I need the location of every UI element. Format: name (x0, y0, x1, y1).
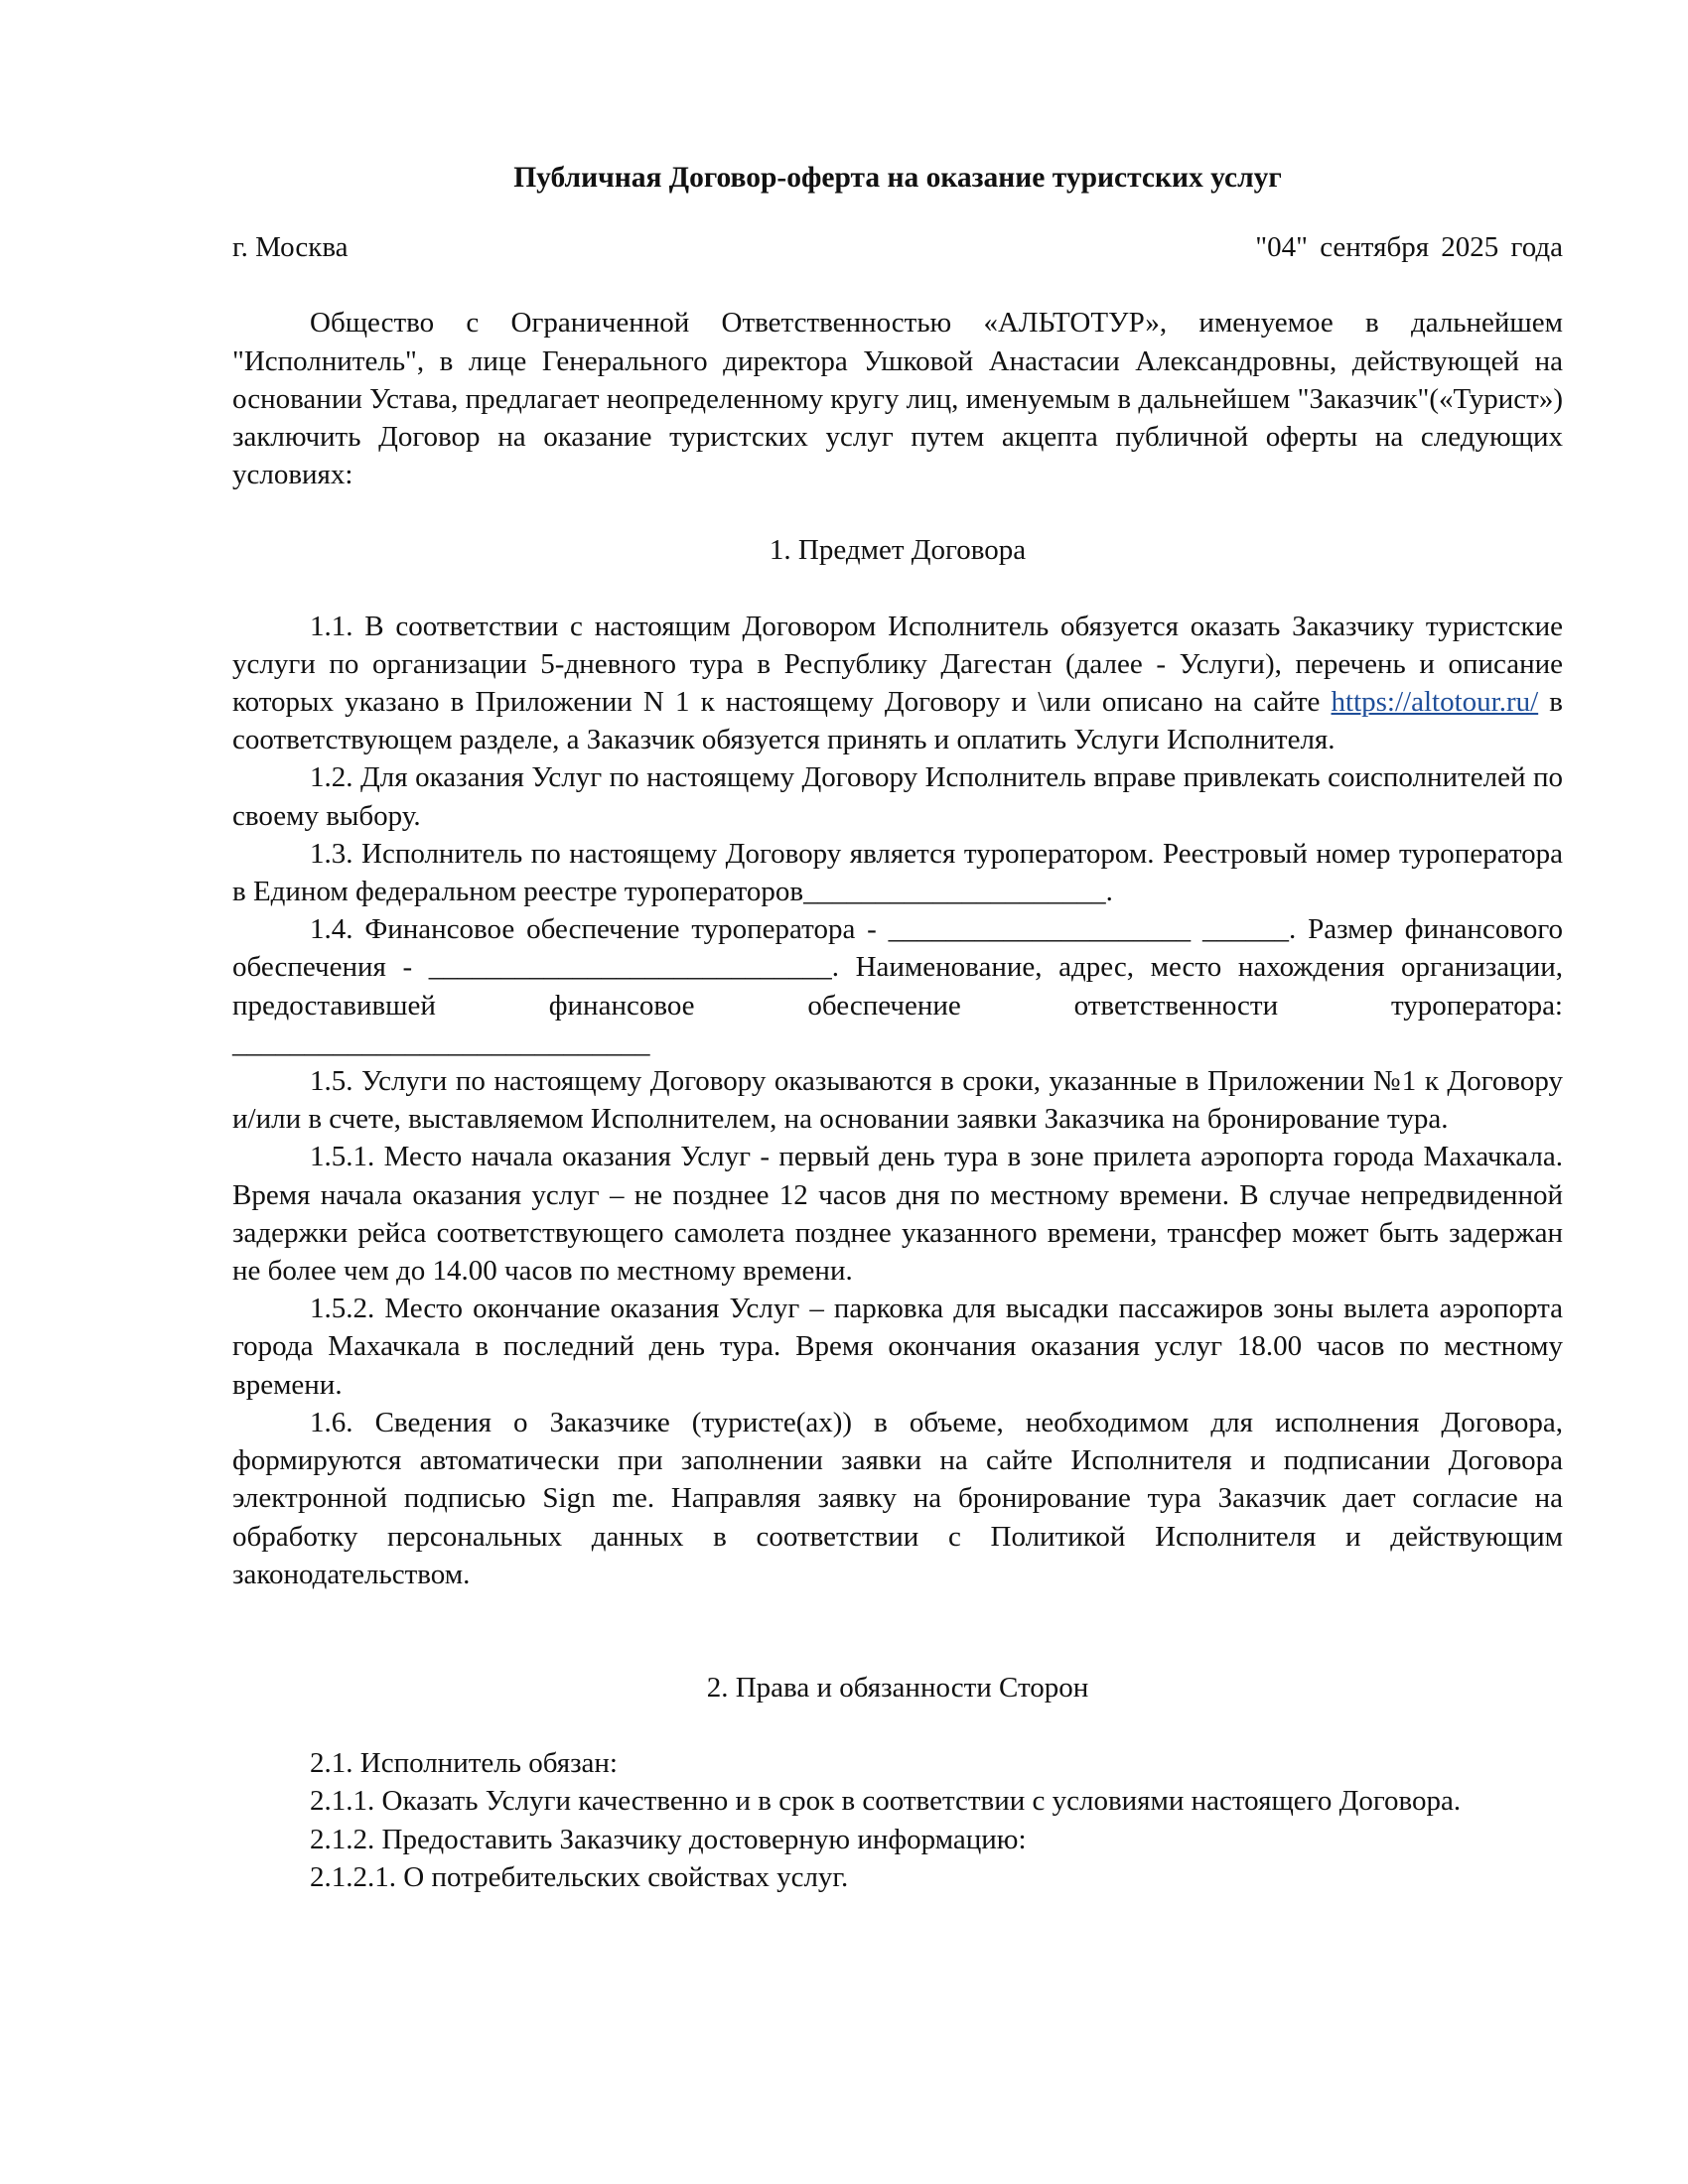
clause-2-1-1: 2.1.1. Оказать Услуги качественно и в срок в соответствии с условиями настоящего Договора. (310, 1785, 1462, 1818)
website-link[interactable]: https://altotour.ru/ (1331, 686, 1539, 719)
clause-1-3: 1.3. Исполнитель по настоящему Договору является туроператором. Реестровый номер туроператора в Едином федеральном реестре туроператоров_____________________. (232, 837, 1563, 908)
section-2-heading: 2. Права и обязанности Сторон (706, 1671, 1089, 1704)
clause-1-6: 1.6. Сведения о Заказчике (туристе(ах)) в объеме, необходимом для исполнения Договора, формируются автоматически при заполнении заявки на сайте Исполнителя и подписании Договора электронной подписью Sign me. Направляя заявку на бронирование тура Заказчик дает согласие на обработку персональных данных в соответствии с Политикой Исполнителя и действующим законодательством. (232, 1406, 1563, 1590)
clause-1-1 (232, 608, 1563, 759)
clause-1-1-text-end: в соответствующем разделе, а Заказчик обязуется принять и оплатить Услуги Исполнителя. (232, 686, 1563, 756)
clause-1-5-1: 1.5.1. Место начала оказания Услуг - первый день тура в зоне прилета аэропорта города Махачкала. Время начала оказания услуг – не позднее 12 часов дня по местному времени. В случае непредвиденной задержки рейса соответствующего самолета позднее указанного времени, трансфер может быть задержан не более чем до 14.00 часов по местному времени. (232, 1141, 1563, 1288)
city: г. Москва (232, 231, 349, 264)
contract-date: "04" сентября 2025 года (1255, 231, 1563, 264)
document-body (232, 159, 1563, 1896)
document-title: Публичная Договор-оферта на оказание туристских услуг (513, 162, 1282, 194)
preamble-paragraph: Общество с Ограниченной Ответственностью «АЛЬТОТУР», именуемое в дальнейшем "Исполнитель", в лице Генерального директора Ушковой Анастасии Александровны, действующей на основании Устава, предлагает неопределенному кругу лиц, именуемым в дальнейшем "Заказчик"(«Турист») заключить Договор на оказание туристских услуг путем акцепта публичной оферты на следующих условиях: (232, 307, 1563, 491)
clause-2-1-2-1: 2.1.2.1. О потребительских свойствах услуг. (310, 1860, 849, 1893)
clause-2-1-2: 2.1.2. Предоставить Заказчику достоверную информацию: (310, 1823, 1027, 1855)
clause-1-4: 1.4. Финансовое обеспечение туроператора - _____________________ ______. Размер финансового обеспечения - ____________________________. Наименование, адрес, место нахождения организации, предоставившей финансовое обеспечение ответственности туроператора: _____________________________ (232, 913, 1563, 1059)
clause-1-5-2: 1.5.2. Место окончание оказания Услуг – парковка для высадки пассажиров зоны вылета аэропорта города Махачкала в последний день тура. Время окончания оказания услуг 18.00 часов по местному времени. (232, 1293, 1563, 1401)
clause-1-5: 1.5. Услуги по настоящему Договору оказываются в сроки, указанные в Приложении №1 к Договору и/или в счете, выставляемом Исполнителем, на основании заявки Заказчика на бронирование тура. (232, 1065, 1563, 1136)
clause-2-1: 2.1. Исполнитель обязан: (310, 1747, 618, 1780)
place-date-line (232, 228, 1563, 266)
clause-1-1-text-start: 1.1. В соответствии с настоящим Договором Исполнитель обязуется оказать Заказчику туристские услуги по организации 5-дневного тура в Республику Дагестан (далее - Услуги), перечень и описание которых указано в Приложении N 1 к настоящему Договору и \или описано на сайте (232, 610, 1563, 719)
clause-1-2: 1.2. Для оказания Услуг по настоящему Договору Исполнитель вправе привлекать соисполнителей по своему выбору. (232, 761, 1563, 832)
section-1-heading: 1. Предмет Договора (769, 534, 1027, 567)
